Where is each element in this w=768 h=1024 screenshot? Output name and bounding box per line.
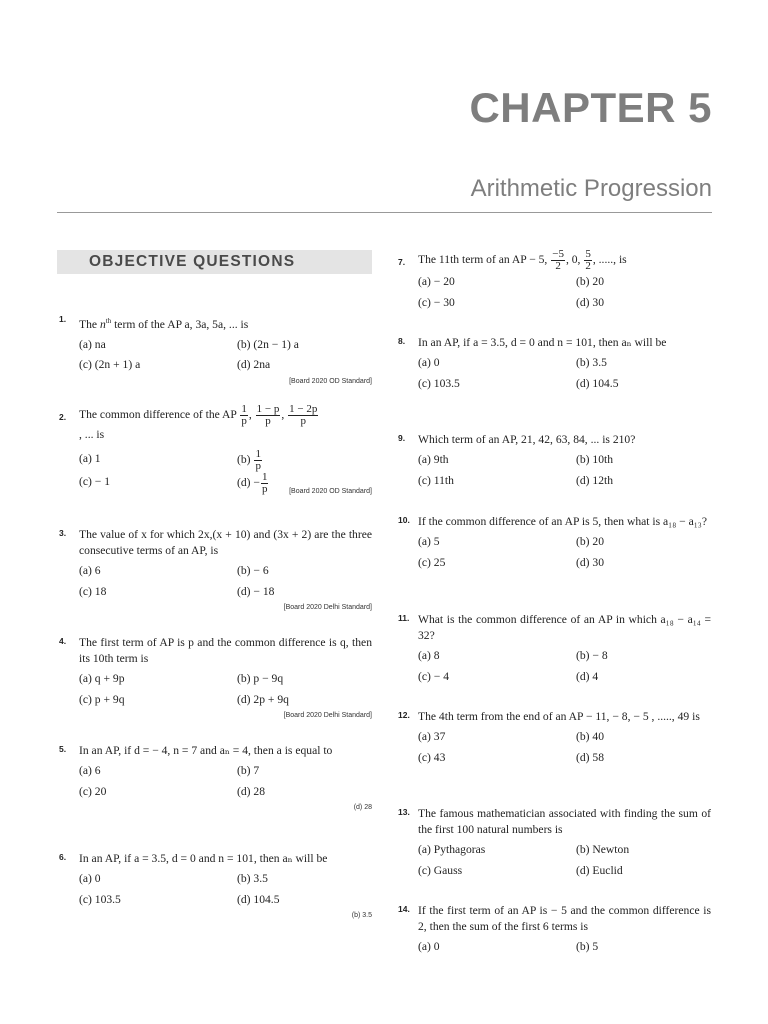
option-a: (a) 5 bbox=[418, 535, 440, 548]
option-b: (b) 20 bbox=[576, 535, 605, 548]
question-10 bbox=[398, 514, 711, 573]
option-a: (a) q + 9p bbox=[79, 672, 125, 685]
fraction: $\frac{1}{p}$ bbox=[241, 403, 247, 427]
option-c: (c) 20 bbox=[79, 784, 107, 798]
option-c: (c) 18 bbox=[79, 584, 107, 598]
question-1 bbox=[59, 313, 372, 387]
question-text: What is the common difference of an AP in which a₁₈ − a₁₄ = 32? bbox=[418, 613, 711, 642]
option-a: (a) 1 bbox=[79, 452, 101, 465]
options bbox=[418, 646, 711, 687]
question-number: 12. bbox=[398, 710, 410, 720]
option-a: (a) 6 bbox=[79, 564, 101, 577]
question-text: In an AP, if a = 3.5, d = 0 and n = 101, then aₙ will be bbox=[418, 336, 667, 349]
option-c: (c) Gauss bbox=[418, 863, 463, 877]
question-text: In an AP, if a = 3.5, d = 0 and n = 101, then aₙ will be bbox=[79, 852, 328, 865]
option-d: (d) Euclid bbox=[576, 863, 623, 877]
option-a: (a) 9th bbox=[418, 453, 449, 466]
option-b: (b) 3.5 bbox=[576, 356, 607, 369]
question-4 bbox=[59, 635, 372, 721]
options bbox=[418, 272, 711, 313]
options bbox=[418, 840, 711, 881]
question-5 bbox=[59, 743, 372, 813]
option-d: (d) 12th bbox=[576, 473, 614, 487]
option-a: (a) 0 bbox=[418, 940, 440, 953]
question-text: If the common difference of an AP is 5, then what is a₁₈ − a₁₃? bbox=[418, 515, 707, 528]
question-number: 1. bbox=[59, 314, 67, 324]
question-text: The first term of AP is p and the common difference is q, then its 10th term is bbox=[79, 636, 372, 665]
question-text: The value of x for which 2x,(x + 10) and (3x + 2) are the three consecutive terms of an AP, is bbox=[79, 528, 372, 557]
option-c: (c) 25 bbox=[418, 555, 446, 569]
option-d: (d) 30 bbox=[576, 295, 605, 309]
question-14 bbox=[398, 903, 711, 958]
question-source: [Board 2020 OD Standard] bbox=[289, 488, 372, 495]
question-number: 13. bbox=[398, 807, 410, 817]
question-text: The $n^{th}$ term of the AP a, 3a, 5a, ... is bbox=[79, 317, 249, 331]
options bbox=[418, 353, 711, 394]
question-number: 14. bbox=[398, 904, 410, 914]
options bbox=[79, 761, 372, 802]
option-b: (b) p − 9q bbox=[237, 672, 284, 685]
option-b: (b) (2n − 1) a bbox=[237, 337, 299, 351]
question-number: 4. bbox=[59, 636, 67, 646]
question-number: 7. bbox=[398, 257, 406, 267]
question-text: The famous mathematician associated with finding the sum of the first 100 natural numbers is bbox=[418, 807, 711, 836]
fraction: $\frac{5}{2}$ bbox=[585, 248, 591, 272]
option-a: (a) − 20 bbox=[418, 275, 455, 288]
option-b: (b) 40 bbox=[576, 730, 605, 743]
question-8 bbox=[398, 335, 711, 394]
question-13 bbox=[398, 806, 711, 881]
answer-note: (d) 28 bbox=[353, 804, 372, 811]
option-d: (d) 104.5 bbox=[237, 892, 280, 906]
option-d: (d) 28 bbox=[237, 784, 266, 798]
fraction: $\frac{-5}{2}$ bbox=[552, 248, 564, 272]
options bbox=[79, 669, 372, 710]
option-c: (c) p + 9q bbox=[79, 692, 125, 706]
option-c: (c) 11th bbox=[418, 473, 454, 487]
option-c: (c) − 4 bbox=[418, 669, 449, 683]
question-number: 3. bbox=[59, 528, 67, 538]
question-text: In an AP, if d = − 4, n = 7 and aₙ = 4, then a is equal to bbox=[79, 744, 333, 757]
option-d: (d) 58 bbox=[576, 750, 605, 764]
option-a: (a) 6 bbox=[79, 764, 101, 777]
question-text: Which term of an AP, 21, 42, 63, 84, ... is 210? bbox=[418, 433, 636, 446]
options bbox=[79, 561, 372, 602]
option-a: (a) 37 bbox=[418, 730, 446, 743]
options bbox=[418, 450, 711, 491]
question-2 bbox=[59, 403, 372, 497]
option-a: (a) na bbox=[79, 337, 106, 351]
section-heading: OBJECTIVE QUESTIONS bbox=[57, 250, 372, 274]
option-c: (c) (2n + 1) a bbox=[79, 358, 141, 372]
question-source: [Board 2020 Delhi Standard] bbox=[283, 712, 372, 719]
question-6 bbox=[59, 851, 372, 921]
fraction: $\frac{1 - 2p}{p}$ bbox=[289, 403, 318, 427]
chapter-title: CHAPTER 5 bbox=[469, 84, 712, 131]
option-a: (a) 0 bbox=[418, 356, 440, 369]
option-d: (d) 104.5 bbox=[576, 376, 619, 390]
question-number: 6. bbox=[59, 852, 67, 862]
question-text: If the first term of an AP is − 5 and the common difference is 2, then the sum of the first 6 terms is bbox=[418, 904, 711, 933]
question-text: The common difference of the AP $\frac{1}{p}$ , $\frac{1 - p}{p}$ , $\frac{1 - 2p}{p}$ , ... is bbox=[79, 403, 318, 441]
option-d: (d) − $\frac{1}{p}$ bbox=[237, 471, 268, 495]
question-7 bbox=[398, 248, 711, 313]
option-b: (b) 3.5 bbox=[237, 872, 268, 885]
option-b: (b) − 8 bbox=[576, 649, 608, 662]
question-11 bbox=[398, 612, 711, 687]
question-text: The 4th term from the end of an AP − 11, − 8, − 5 , ....., 49 is bbox=[418, 710, 700, 723]
option-a: (a) 0 bbox=[79, 872, 101, 885]
option-d: (d) 2p + 9q bbox=[237, 692, 289, 706]
question-number: 5. bbox=[59, 744, 67, 754]
question-number: 2. bbox=[59, 412, 67, 422]
fraction: $\frac{1 - p}{p}$ bbox=[256, 403, 280, 427]
options bbox=[79, 869, 372, 910]
option-c: (c) 103.5 bbox=[418, 376, 460, 390]
option-b: (b) Newton bbox=[576, 843, 630, 856]
option-b: (b) 5 bbox=[576, 940, 599, 953]
options bbox=[418, 727, 711, 768]
option-d: (d) − 18 bbox=[237, 584, 275, 598]
option-c: (c) 43 bbox=[418, 750, 446, 764]
question-text: The 11th term of an AP − 5, $\frac{-5}{2}$ , 0, $\frac{5}{2}$ , ....., is bbox=[418, 248, 627, 272]
options bbox=[418, 937, 711, 958]
question-number: 8. bbox=[398, 336, 406, 346]
option-d: (d) 30 bbox=[576, 555, 605, 569]
options bbox=[418, 532, 711, 573]
option-b: (b) − 6 bbox=[237, 564, 269, 577]
question-9 bbox=[398, 432, 711, 491]
option-d: (d) 4 bbox=[576, 669, 599, 683]
question-number: 9. bbox=[398, 433, 406, 443]
question-3 bbox=[59, 527, 372, 613]
question-number: 11. bbox=[398, 613, 410, 623]
option-c: (c) − 1 bbox=[79, 475, 110, 488]
option-d: (d) 2na bbox=[237, 358, 271, 372]
option-a: (a) 8 bbox=[418, 649, 440, 662]
options bbox=[79, 335, 372, 376]
chapter-subtitle: Arithmetic Progression bbox=[470, 175, 712, 202]
option-a: (a) Pythagoras bbox=[418, 843, 486, 856]
answer-note: (b) 3.5 bbox=[351, 912, 372, 919]
option-b: (b) 10th bbox=[576, 453, 614, 466]
option-b: (b) $\frac{1}{p}$ bbox=[237, 448, 261, 472]
question-source: [Board 2020 OD Standard] bbox=[289, 377, 372, 385]
question-source: [Board 2020 Delhi Standard] bbox=[283, 604, 372, 611]
title-divider bbox=[57, 212, 712, 213]
option-c: (c) − 30 bbox=[418, 295, 455, 309]
option-c: (c) 103.5 bbox=[79, 892, 121, 906]
option-b: (b) 7 bbox=[237, 764, 260, 777]
option-b: (b) 20 bbox=[576, 275, 605, 288]
question-12 bbox=[398, 709, 711, 768]
question-number: 10. bbox=[398, 515, 410, 525]
